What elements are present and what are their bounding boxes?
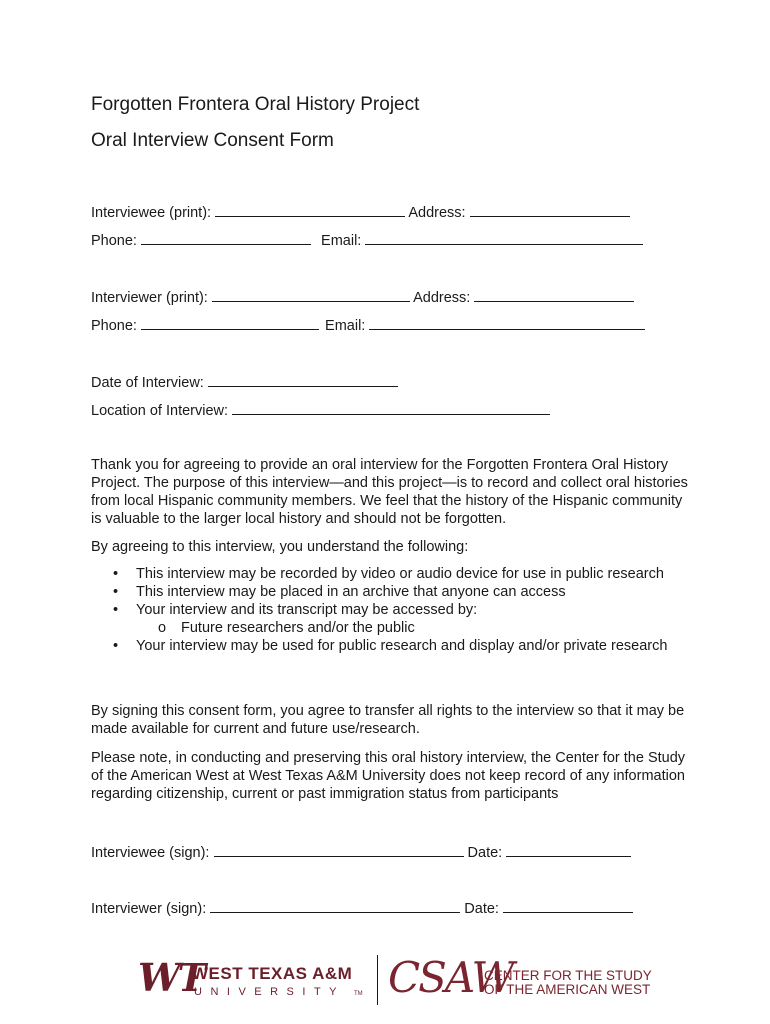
interviewee-sign-date-field[interactable] — [506, 842, 631, 857]
interviewee-print-field[interactable] — [215, 202, 405, 217]
interviewer-contact-row — [91, 315, 645, 334]
interviewer-sign-label: Interviewer (sign): — [91, 901, 207, 917]
interviewee-contact-row — [91, 230, 643, 249]
interviewer-email-label: Email: — [325, 318, 366, 334]
form-title: Oral Interview Consent Form — [91, 130, 334, 151]
wt-name: WEST TEXAS A&M — [192, 964, 353, 983]
interviewee-sign-field[interactable] — [214, 842, 464, 857]
interviewer-sign-date-field[interactable] — [503, 898, 633, 913]
interviewee-sign-label: Interviewee (sign): — [91, 845, 210, 861]
interviewer-print-field[interactable] — [212, 287, 410, 302]
understand-paragraph: By agreeing to this interview, you understand the following: — [91, 539, 469, 555]
list-item: • This interview may be placed in an archive that anyone can access — [91, 583, 691, 601]
list-item: • Your interview may be used for public research and display and/or private research — [91, 637, 691, 655]
interviewee-email-field[interactable] — [365, 230, 643, 245]
interviewer-phone-field[interactable] — [141, 315, 319, 330]
interviewer-email-field[interactable] — [369, 315, 645, 330]
interviewer-address-field[interactable] — [474, 287, 634, 302]
interviewee-print-label: Interviewee (print): — [91, 205, 212, 221]
interviewee-phone-field[interactable] — [141, 230, 311, 245]
interview-date-label: Date of Interview: — [91, 375, 204, 391]
csaw-line-2: OF THE AMERICAN WEST — [484, 982, 651, 997]
interviewee-sign-date-label: Date: — [467, 845, 503, 861]
csaw-line-1: CENTER FOR THE STUDY — [484, 968, 652, 983]
interviewee-sign-row — [91, 842, 631, 861]
csaw-mark: CSAW — [388, 953, 513, 1002]
interviewer-sign-row — [91, 898, 633, 917]
interview-location-label: Location of Interview: — [91, 403, 229, 419]
wt-trademark: TM — [354, 991, 363, 997]
wt-university: UNIVERSITY — [194, 986, 346, 998]
interviewee-phone-label: Phone: — [91, 233, 137, 249]
interviewee-email-label: Email: — [321, 233, 362, 249]
interviewer-print-row — [91, 287, 634, 306]
interviewee-address-label: Address: — [408, 205, 466, 221]
interview-location-row — [91, 400, 550, 419]
interviewer-address-label: Address: — [413, 290, 471, 306]
interviewer-sign-field[interactable] — [210, 898, 460, 913]
interview-location-field[interactable] — [232, 400, 550, 415]
note-paragraph: Please note, in conducting and preserving this oral history interview, the Center for the Study of the American West at West Texas A&M University does not keep record of any information regarding citizenship, current or past immigration status from participants — [91, 750, 686, 802]
transfer-paragraph: By signing this consent form, you agree to transfer all rights to the interview so that it may be made available for current and future use/research. — [91, 703, 685, 737]
interviewer-phone-label: Phone: — [91, 318, 137, 334]
wtamu-logo — [138, 953, 368, 1003]
sub-list-item: o Future researchers and/or the public — [136, 619, 691, 637]
interviewer-print-label: Interviewer (print): — [91, 290, 208, 306]
list-item: • Your interview and its transcript may be accessed by: o Future researchers and/or the public — [91, 601, 691, 637]
interviewee-print-row — [91, 202, 630, 221]
intro-paragraph: Thank you for agreeing to provide an oral interview for the Forgotten Frontera Oral History Project. The purpose of this interview—and this project—is to record and collect oral histories from local Hispanic community members. We feel that the history of the Hispanic community is valuable to the larger local history and should not be forgotten. — [91, 457, 688, 527]
sub-list — [136, 619, 691, 637]
logo-divider — [377, 955, 378, 1005]
interviewee-address-field[interactable] — [470, 202, 630, 217]
project-title: Forgotten Frontera Oral History Project — [91, 94, 420, 115]
interview-date-row — [91, 372, 398, 391]
terms-list — [91, 565, 691, 655]
csaw-logo — [388, 953, 652, 1003]
wt-mark: WT — [138, 955, 203, 1000]
interviewer-sign-date-label: Date: — [464, 901, 499, 917]
interview-date-field[interactable] — [208, 372, 398, 387]
list-item: • This interview may be recorded by video or audio device for use in public research — [91, 565, 691, 583]
